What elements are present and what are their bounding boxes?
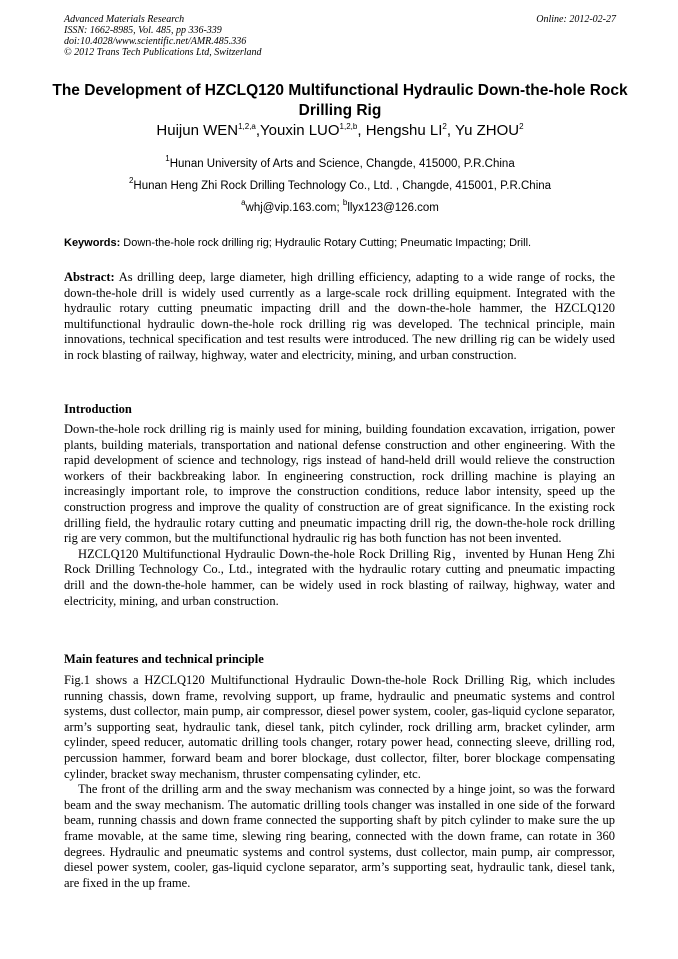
affiliation-marker: 2 (128, 176, 134, 185)
affiliation-marker: 1 (165, 154, 170, 163)
email-marker: b (342, 198, 348, 207)
abstract-label: Abstract: (64, 270, 115, 284)
abstract-text: As drilling deep, large diameter, high drilling efficiency, adapting to a wide range of rocks, the down-the-hole drill is widely used currently as a large-scale rock drilling equipment. Integrated with the hydraulic rotary cutting pneumatic impacting drill and the down-the-hole hammer, the HZCLQ120 multifunctional hydraulic down-the-hole rock drilling rig was developed. The technical principle, main innovations, technical specification and test results were introduced. The new drilling rig can be widely used in rock blasting of railway, highway, water and electricity, mining, and urban construction. (64, 270, 615, 362)
author-affiliation-marker: 1,2,b (339, 122, 358, 131)
paper-title: The Development of HZCLQ120 Multifunctional Hydraulic Down-the-hole Rock Drilling Rig (52, 82, 628, 119)
author-list (30, 121, 650, 141)
abstract (64, 270, 615, 364)
section-body-introduction (64, 422, 615, 609)
author-name: Huijun WEN (156, 122, 239, 139)
paragraph: Down-the-hole rock drilling rig is mainly used for mining, building foundation excavation, irrigation, power plants, building materials, transportation and national defense construction and other engineering. With the rapid development of science and technology, rigs instead of hand-held drill would relieve the construction workers of their backbreaking labor. In engineering construction, rock drilling machine is playing an increasingly important role, to improve the construction conditions, reduce labor intensity, speed up the construction progress and improve the quality of construction are of great significance. In the existing rock drilling field, the hydraulic rotary cutting and pneumatic impacting drill rig, the down-the-hole rock drilling rig are very common, but the multifunctional hydraulic rig has both function has not been invented. (64, 422, 615, 546)
author-affiliation-marker: 2 (519, 122, 524, 131)
journal-name: Advanced Materials Research (64, 14, 185, 25)
email-marker: a (241, 198, 246, 207)
affiliation-1 (30, 154, 650, 171)
paragraph: Fig.1 shows a HZCLQ120 Multifunctional Hydraulic Down-the-hole Rock Drilling Rig, which includes running chassis, down frame, revolving support, up frame, hydraulic and pneumatic systems and control systems, dust collector, main pump, air compressor, diesel power system, cooler, gas-liquid cyclone separator, arm’s supporting seat, hydraulic tank, diesel tank, pitch cylinder, rock drilling arm, bracket cylinder, arm cylinder, speed reducer, automatic drilling tools changer, rotary power head, connecting sleeve, drilling rod, percussion hammer, forward beam and borer blockage, dust collector, filter, borer blockage compensating cylinder, bracket sway mechanism, thruster compensating cylinder, etc. (64, 673, 615, 781)
email-address: llyx123@126.com (347, 202, 439, 214)
keywords (64, 236, 624, 250)
email-address: whj@vip.163.com; (245, 202, 343, 214)
author-name: Hengshu LI (365, 122, 443, 139)
section-heading: Main features and technical principle (64, 652, 264, 666)
author-name: Yu ZHOU (454, 122, 520, 139)
author-separator: , (255, 122, 261, 139)
author-separator: , (446, 122, 455, 139)
email-line (30, 198, 650, 215)
paragraph: HZCLQ120 Multifunctional Hydraulic Down-the-hole Rock Drilling Rig，invented by Hunan Heng Zhi Rock Drilling Technology Co., Ltd., integrated with the hydraulic rotary cutting and pneumatic impacting drill and the down-the-hole hammer, can be widely used in rock blasting of railway, highway, water and electricity, mining, and urban construction. (64, 546, 615, 608)
copyright-line: © 2012 Trans Tech Publications Ltd, Switzerland (64, 47, 262, 58)
section-heading: Introduction (64, 402, 132, 416)
running-header (64, 14, 616, 58)
paragraph: The front of the drilling arm and the sway mechanism was connected by a hinge joint, so was the forward beam and the sway mechanism. The automatic drilling tools changer was installed in one side of the forward beam, running chassis and down frame connected the supporting shaft by pitch cylinder to make sure the up frame movable, at the same time, slewing ring bearing, connected with the down frame, can rotate in 360 degrees. Hydraulic and pneumatic systems and control systems, dust collector, main pump, air compressor, diesel power system, cooler, gas-liquid cyclone separator, arm’s supporting seat, hydraulic tank, diesel tank, are fixed in the up frame. (64, 782, 615, 890)
affiliation-text: Hunan Heng Zhi Rock Drilling Technology Co., Ltd. , Changde, 415001, P.R.China (133, 180, 552, 192)
author-name: Youxin LUO (260, 122, 340, 139)
online-date: Online: 2012-02-27 (536, 14, 616, 25)
keywords-text: Down-the-hole rock drilling rig; Hydraulic Rotary Cutting; Pneumatic Impacting; Drill. (120, 237, 532, 249)
doi-line: doi:10.4028/www.scientific.net/AMR.485.336 (64, 36, 247, 47)
author-affiliation-marker: 2 (442, 122, 447, 131)
section-body-main-features (64, 673, 615, 891)
author-separator: , (357, 122, 366, 139)
affiliation-2 (30, 176, 650, 193)
affiliation-text: Hunan University of Arts and Science, Changde, 415000, P.R.China (169, 158, 515, 170)
issn-line: ISSN: 1662-8985, Vol. 485, pp 336-339 (64, 25, 222, 36)
keywords-label: Keywords: (64, 237, 121, 249)
author-affiliation-marker: 1,2,a (238, 122, 256, 131)
